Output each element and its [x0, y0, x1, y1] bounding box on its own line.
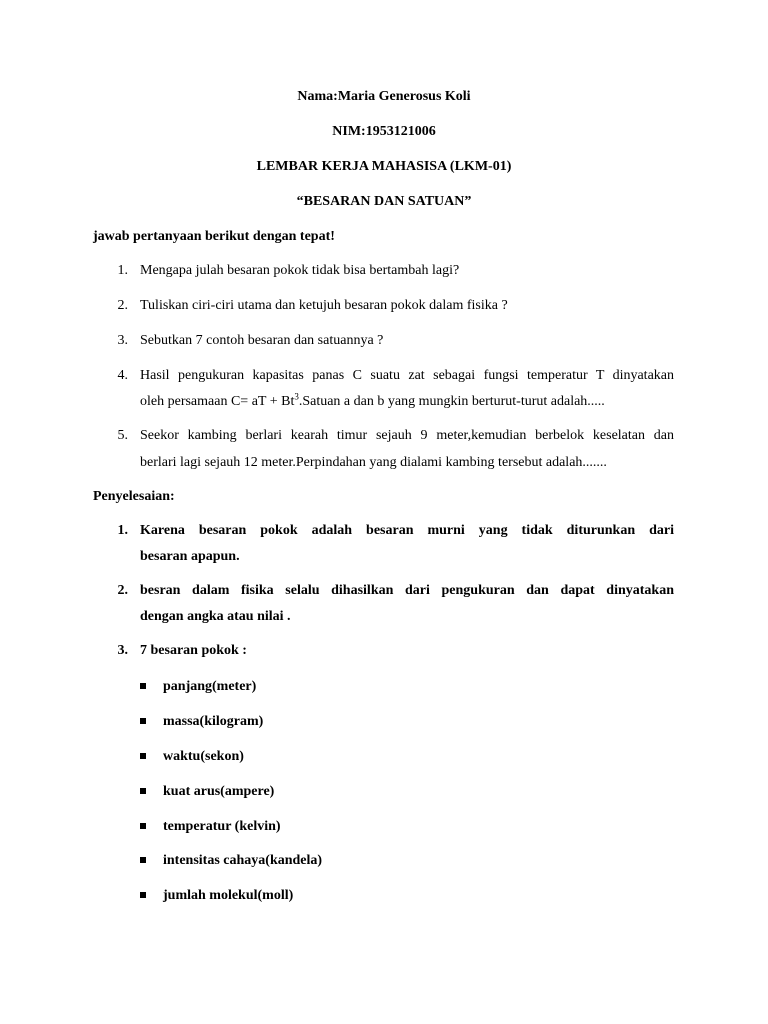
square-bullet-icon	[140, 718, 146, 724]
list-item-text: jumlah molekul(moll)	[163, 888, 294, 903]
answer-text-continued: dengan angka atau nilai .	[140, 609, 291, 624]
list-item-text: waktu(sekon)	[163, 749, 244, 764]
instruction-text: jawab pertanyaan berikut dengan tepat!	[93, 229, 335, 244]
question-text: Hasil pengukuran kapasitas panas C suatu zat sebagai fungsi temperatur T dinyatakan	[140, 368, 674, 383]
answer-text: 7 besaran pokok :	[140, 643, 247, 658]
list-item-text: panjang(meter)	[163, 679, 257, 694]
question-number: 5.	[117, 428, 128, 443]
answer-number: 3.	[117, 643, 128, 658]
question-text-continued: berlari lagi sejauh 12 meter.Perpindahan yang dialami kambing tersebut adalah.......	[140, 455, 607, 470]
square-bullet-icon	[140, 857, 146, 863]
square-bullet-icon	[140, 683, 146, 689]
question-text-continued	[140, 393, 605, 411]
answer-number: 2.	[117, 583, 128, 598]
square-bullet-icon	[140, 753, 146, 759]
student-name: Nama:Maria Generosus Koli	[297, 89, 471, 104]
list-item-text: kuat arus(ampere)	[163, 784, 275, 799]
list-item-text: massa(kilogram)	[163, 714, 264, 729]
answer-text-continued: besaran apapun.	[140, 549, 240, 564]
question-number: 1.	[117, 263, 128, 278]
question-text: Sebutkan 7 contoh besaran dan satuannya ?	[140, 333, 384, 348]
question-text: Seekor kambing berlari kearah timur sejauh 9 meter,kemudian berbelok keselatan dan	[140, 428, 674, 443]
solution-heading: Penyelesaian:	[93, 489, 175, 504]
worksheet-title: LEMBAR KERJA MAHASISA (LKM-01)	[256, 159, 512, 174]
question-text: Tuliskan ciri-ciri utama dan ketujuh besaran pokok dalam fisika ?	[140, 298, 508, 313]
answer-number: 1.	[117, 523, 128, 538]
question-text: Mengapa julah besaran pokok tidak bisa bertambah lagi?	[140, 263, 460, 278]
equation-text: oleh persamaan C= aT + Bt	[140, 394, 295, 409]
worksheet-topic: “BESARAN DAN SATUAN”	[296, 194, 472, 209]
question-number: 2.	[117, 298, 128, 313]
question-number: 4.	[117, 368, 128, 383]
question-text-tail: .Satuan a dan b yang mungkin berturut-turut adalah.....	[298, 394, 605, 409]
question-number: 3.	[117, 333, 128, 348]
answer-text: besran dalam fisika selalu dihasilkan dari pengukuran dan dapat dinyatakan	[140, 583, 674, 598]
list-item-text: intensitas cahaya(kandela)	[163, 853, 323, 868]
answer-text: Karena besaran pokok adalah besaran murni yang tidak diturunkan dari	[140, 523, 674, 538]
square-bullet-icon	[140, 823, 146, 829]
list-item-text: temperatur (kelvin)	[163, 819, 281, 834]
square-bullet-icon	[140, 892, 146, 898]
square-bullet-icon	[140, 788, 146, 794]
equation-exponent: 3	[294, 391, 299, 402]
student-nim: NIM:1953121006	[332, 124, 436, 139]
